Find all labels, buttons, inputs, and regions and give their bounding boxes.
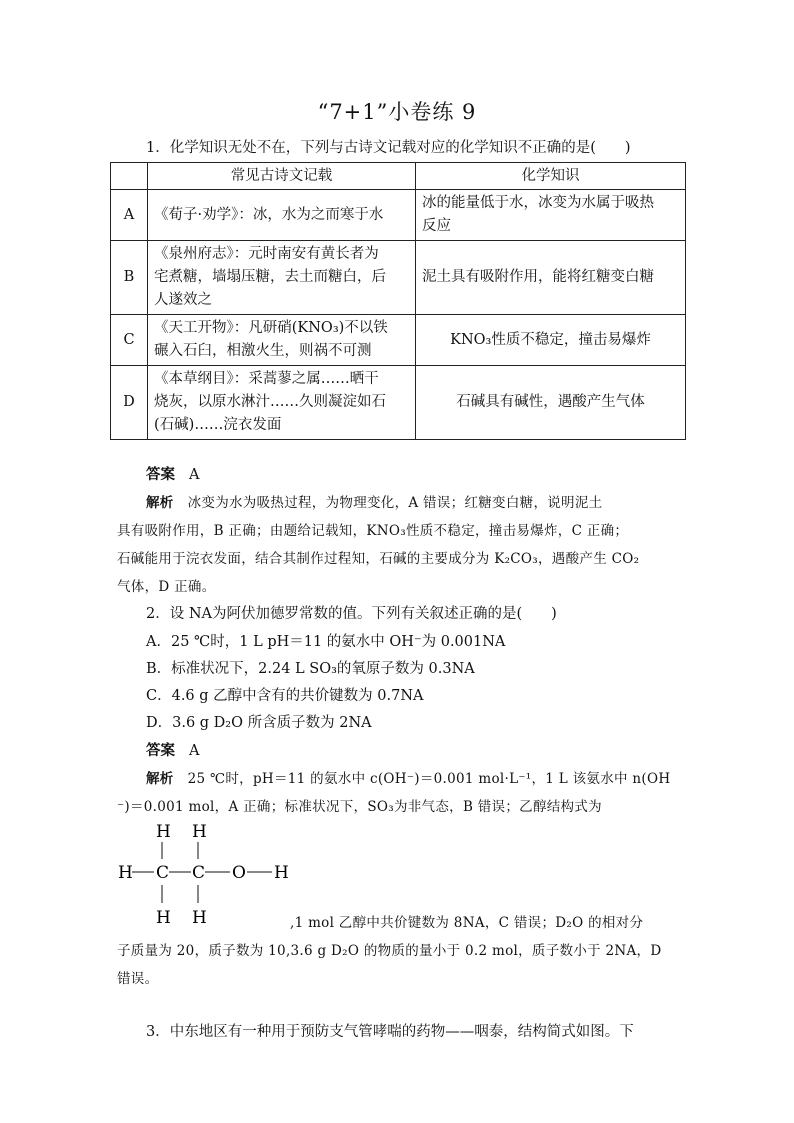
atom-c: C bbox=[192, 863, 206, 883]
row-knowledge bbox=[416, 315, 686, 366]
poem-line: 《本草纲目》：采蒿蓼之属……晒干 bbox=[154, 371, 379, 387]
poem-line: (石碱)……浣衣发面 bbox=[154, 417, 282, 433]
q2-explain-line-2: ⁻)＝0.001 mol，A 正确；标准状况下，SO₃为非气态，B 错误；乙醇结构式为 bbox=[117, 799, 602, 815]
table-header-row bbox=[111, 163, 686, 190]
table-row bbox=[111, 315, 686, 366]
q1-table bbox=[110, 162, 686, 440]
table-header-poem: 常见古诗文记载 bbox=[148, 163, 416, 190]
knowledge-line: 泥土具有吸附作用，能将红糖变白糖 bbox=[422, 269, 654, 285]
ethanol-structure-diagram bbox=[108, 815, 308, 930]
explain-text: 25 ℃时，pH＝11 的氨水中 c(OH⁻)＝0.001 mol·L⁻¹，1 L 该氨水中 n(OH bbox=[187, 771, 671, 787]
row-option: A bbox=[111, 190, 148, 241]
q2-explain-line-1 bbox=[146, 769, 716, 789]
poem-line: 烧灰，以原水淋汁……久则凝淀如石 bbox=[154, 394, 386, 410]
table-header-knowledge: 化学知识 bbox=[416, 163, 686, 190]
atom-h: H bbox=[156, 908, 171, 928]
q2-explain-line-3: ,1 mol 乙醇中共价键数为 8NA，C 错误；D₂O 的相对分 bbox=[290, 915, 644, 931]
knowledge-line: 石碱具有碱性，遇酸产生气体 bbox=[456, 394, 645, 410]
row-option: C bbox=[111, 315, 148, 366]
atom-h: H bbox=[274, 863, 289, 883]
q1-explain-line-4: 气体，D 正确。 bbox=[117, 579, 216, 595]
answer-value: A bbox=[189, 467, 200, 483]
q2-option-a: A．25 ℃时，1 L pH＝11 的氨水中 OH⁻为 0.001NA bbox=[146, 634, 506, 650]
atom-c: C bbox=[156, 863, 170, 883]
q2-option-c: C．4.6 g 乙醇中含有的共价键数为 0.7NA bbox=[146, 688, 424, 704]
knowledge-line: 冰的能量低于水，冰变为水属于吸热 bbox=[422, 195, 654, 211]
q2-explain-line-5: 错误。 bbox=[117, 971, 159, 987]
row-knowledge bbox=[416, 241, 686, 315]
atom-h: H bbox=[192, 822, 207, 842]
table-header-blank bbox=[111, 163, 148, 190]
poem-line: 《天工开物》：凡研硝(KNO₃)不以铁 bbox=[154, 320, 388, 336]
table-row bbox=[111, 366, 686, 440]
q1-explain-line-3: 石碱能用于浣衣发面，结合其制作过程知，石碱的主要成分为 K₂CO₃，遇酸产生 CO₂ bbox=[117, 551, 640, 567]
poem-line: 《荀子·劝学》：冰，水为之而寒于水 bbox=[154, 206, 384, 223]
row-knowledge bbox=[416, 190, 686, 241]
knowledge-line: 反应 bbox=[422, 218, 451, 234]
q2-explain-line-4: 子质量为 20，质子数为 10,3.6 g D₂O 的物质的量小于 0.2 mol，质子数小于 2NA，D bbox=[117, 943, 662, 959]
q2-answer bbox=[146, 741, 716, 761]
row-poem bbox=[148, 366, 416, 440]
row-poem bbox=[148, 315, 416, 366]
row-knowledge bbox=[416, 366, 686, 440]
page-title: “7+1”小卷练 9 bbox=[317, 100, 477, 124]
table-row bbox=[111, 190, 686, 241]
atom-h: H bbox=[156, 822, 171, 842]
explain-text: 冰变为水为吸热过程，为物理变化，A 错误；红糖变白糖，说明泥土 bbox=[187, 495, 603, 511]
knowledge-line: KNO₃性质不稳定，撞击易爆炸 bbox=[450, 331, 651, 348]
table-row bbox=[111, 241, 686, 315]
poem-line: 人遂效之 bbox=[154, 292, 212, 308]
poem-line: 宅煮糖，墙塌压糖，去土而糖白，后 bbox=[154, 269, 386, 285]
row-option: D bbox=[111, 366, 148, 440]
q2-option-d: D．3.6 g D₂O 所含质子数为 2NA bbox=[146, 715, 372, 731]
explain-label: 解析 bbox=[146, 495, 174, 511]
row-poem bbox=[148, 190, 416, 241]
row-poem bbox=[148, 241, 416, 315]
atom-h: H bbox=[118, 863, 133, 883]
q2-option-b: B．标准状况下，2.24 L SO₃的氧原子数为 0.3NA bbox=[146, 661, 475, 677]
poem-line: 碾入石臼，相激火生，则祸不可测 bbox=[154, 343, 372, 359]
row-option: B bbox=[111, 241, 148, 315]
explain-label: 解析 bbox=[146, 771, 174, 787]
answer-label: 答案 bbox=[146, 466, 175, 483]
answer-value: A bbox=[189, 743, 200, 759]
q3-stem: 3．中东地区有一种用于预防支气管哮喘的药物——咽泰，结构简式如图。下 bbox=[146, 1024, 634, 1040]
q1-answer bbox=[146, 465, 716, 485]
atom-h: H bbox=[192, 908, 207, 928]
q2-stem: 2．设 NA为阿伏加德罗常数的值。下列有关叙述正确的是( ) bbox=[146, 606, 557, 622]
atom-o: O bbox=[232, 863, 246, 883]
q1-explain-line-2: 具有吸附作用，B 正确；由题给记载知，KNO₃性质不稳定，撞击易爆炸，C 正确； bbox=[117, 523, 629, 539]
poem-line: 《泉州府志》：元时南安有黄长者为 bbox=[154, 246, 379, 262]
q1-stem: 1．化学知识无处不在，下列与古诗文记载对应的化学知识不正确的是( ) bbox=[146, 140, 631, 156]
q1-explain-line-1 bbox=[146, 493, 716, 513]
answer-label: 答案 bbox=[146, 742, 175, 759]
